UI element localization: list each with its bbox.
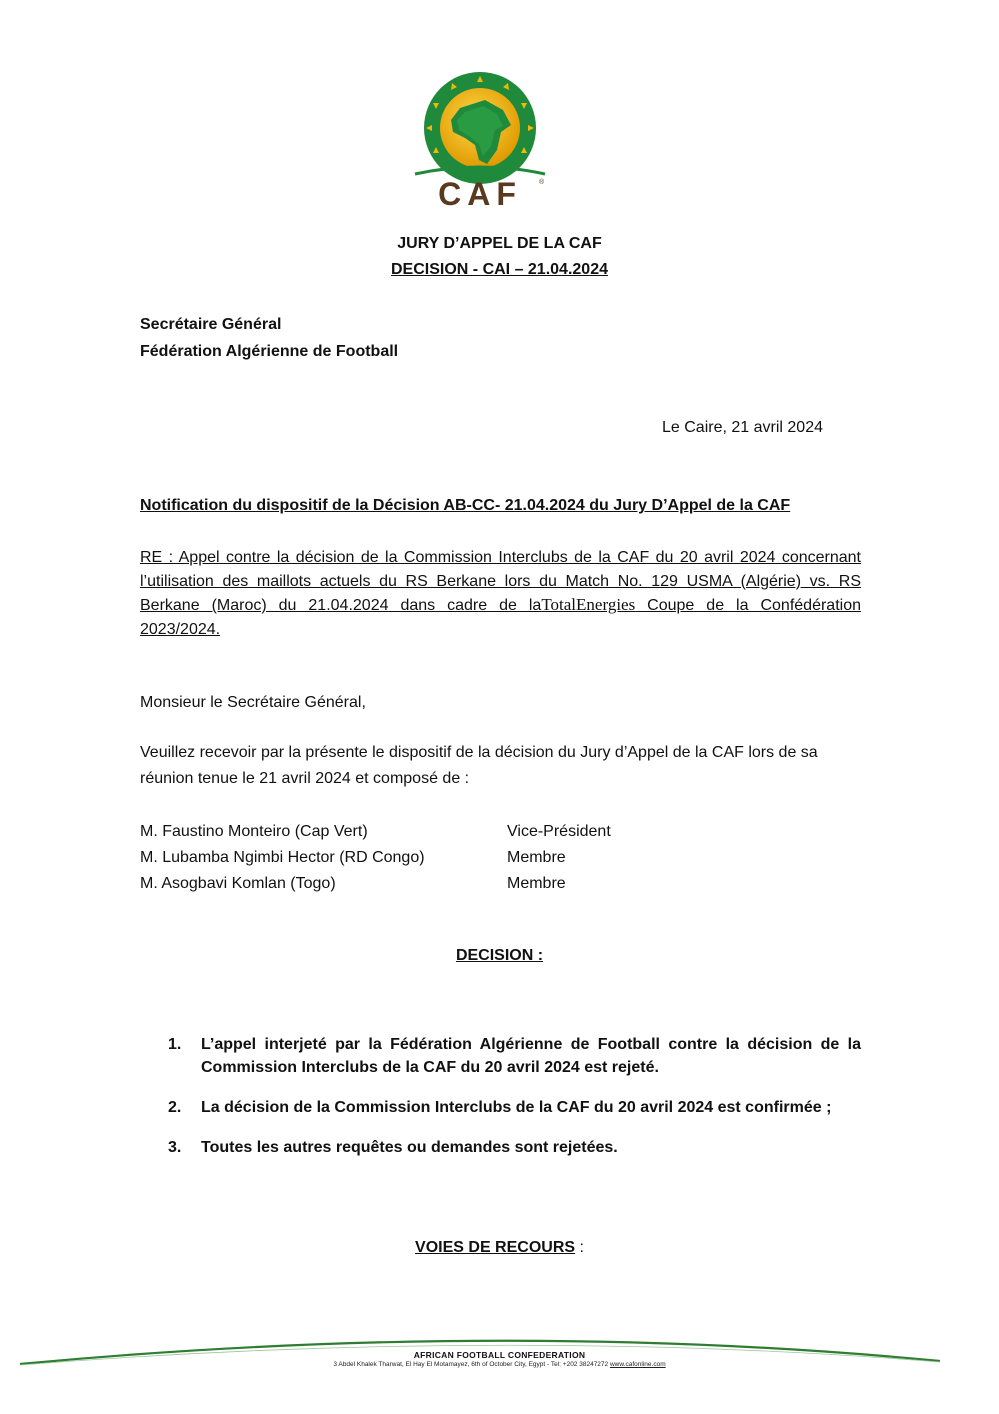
member-name: M. Asogbavi Komlan (Togo): [140, 875, 336, 892]
decision-text: La décision de la Commission Interclubs de la CAF du 20 avril 2024 est confirmée ;: [201, 1099, 832, 1116]
salutation: Monsieur le Secrétaire Général,: [140, 694, 366, 711]
re-text-part2: Coupe de la Confédération 2023/2024.: [140, 597, 861, 638]
recipient-block: [140, 311, 398, 365]
jury-title: JURY D’APPEL DE LA CAF: [397, 235, 602, 252]
re-subject: [140, 546, 861, 641]
member-name: M. Faustino Monteiro (Cap Vert): [140, 823, 368, 840]
decision-heading: DECISION :: [455, 947, 544, 964]
recipient-title: Secrétaire Général: [140, 316, 282, 333]
decision-text: L’appel interjeté par la Fédération Algérienne de Football contre la décision de la Commission Interclubs de la CAF du 20 avril 2024 est rejeté.: [201, 1036, 861, 1076]
svg-text:®: ®: [539, 179, 545, 186]
re-text-part1: RE : Appel contre la décision de la Commission Interclubs de la CAF du 20 avril 2024 concernant l’utilisation des maillots actuels du RS Berkane lors du Match No. 129 USMA (Algérie) vs. RS Berkane (Maroc) du 21.04.2024 dans cadre de la: [140, 549, 861, 614]
decision-number: 3.: [168, 1139, 182, 1156]
recourse-colon: :: [575, 1239, 584, 1256]
svg-text:CAF: CAF: [438, 176, 522, 212]
member-role: Membre: [507, 849, 566, 866]
decision-number: 2.: [168, 1099, 182, 1116]
decision-number: 1.: [168, 1036, 182, 1053]
member-role: Membre: [507, 875, 566, 892]
recourse-title: VOIES DE RECOURS: [415, 1239, 576, 1256]
decision-item: [168, 1136, 861, 1159]
footer-address-text: 3 Abdel Khalek Tharwat, El Hay El Motamayez, 6th of October City, Egypt - Tel: +202 38247272: [333, 1361, 610, 1368]
notification-title: Notification du dispositif de la Décision AB-CC- 21.04.2024 du Jury D’Appel de la CAF: [140, 497, 791, 514]
decision-item: [168, 1096, 861, 1119]
recipient-organization: Fédération Algérienne de Football: [140, 343, 399, 360]
decision-item: [168, 1033, 861, 1079]
re-sponsor: TotalEnergies: [541, 595, 636, 614]
recourse-heading: [0, 1239, 999, 1257]
member-name: M. Lubamba Ngimbi Hector (RD Congo): [140, 849, 425, 866]
member-role: Vice-Président: [507, 823, 611, 840]
caf-logo: [405, 70, 555, 215]
intro-paragraph: Veuillez recevoir par la présente le dispositif de la décision du Jury d’Appel de la CAF lors de sa réunion tenue le 21 avril 2024 et composé de :: [140, 744, 818, 787]
date-line: Le Caire, 21 avril 2024: [662, 419, 823, 436]
footer-address: [0, 1361, 999, 1368]
decision-reference: DECISION - CAI – 21.04.2024: [391, 261, 608, 278]
footer-website-link[interactable]: www.cafonline.com: [609, 1361, 666, 1368]
footer-organization: AFRICAN FOOTBALL CONFEDERATION: [413, 1350, 586, 1360]
decision-text: Toutes les autres requêtes ou demandes sont rejetées.: [201, 1139, 618, 1156]
